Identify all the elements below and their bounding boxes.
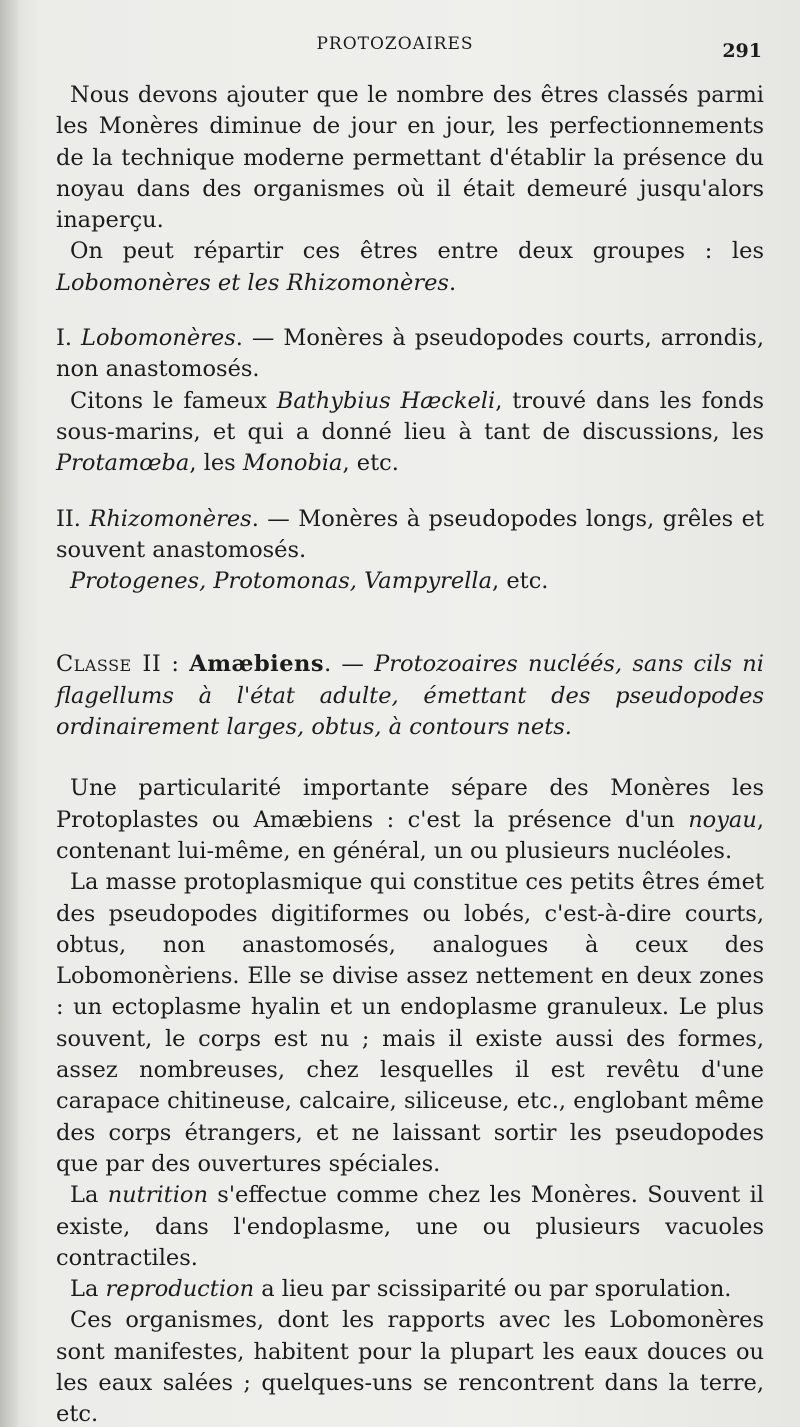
term-lobomoneres: Lobomonères xyxy=(56,269,211,296)
paragraph-nutrition xyxy=(56,1180,764,1274)
habitat-text: Ces organismes, dont les rapports avec les Lobomonères sont manifestes, habitent pour la plupart les eaux douces ou les eaux salées ; quelques-uns se rencontrent dans la terre, etc. xyxy=(56,1307,764,1427)
particularite-text-post: , contenant lui-même, en général, un ou plusieurs nucléoles. xyxy=(56,806,764,864)
paragraph-intro xyxy=(56,80,764,236)
nutrition-text-post: s'effectue comme chez les Monères. Souvent il existe, dans l'endoplasme, une ou plusieurs vacuoles contractiles. xyxy=(56,1182,764,1271)
particularite-text-pre: Une particularité importante sépare des Monères les Protoplastes ou Amæbiens : c'est la présence d'un xyxy=(56,775,764,833)
section-description: Monères à pseudopodes courts, arrondis, non anastomosés. xyxy=(56,325,764,383)
genus-protogenes: Protogenes xyxy=(70,568,200,595)
classe-heading xyxy=(56,649,764,743)
masse-text: La masse protoplasmique qui constitue ces petits êtres émet des pseudopodes digitiformes ou lobés, c'est-à-dire courts, obtus, non anastomosés, analogues à ceux des Lobomonèriens. Elle se divise assez nettement en deux zones : un ectoplasme hyalin et un endoplasme granuleux. Le plus souvent, le corps est nu ; mais il existe aussi des formes, assez nombreuses, chez lesquelles il est revêtu d'une carapace chitineuse, calcaire, siliceuse, etc., englobant même des corps étrangers, et ne laissant sortir les pseudopodes que par des ouvertures spéciales. xyxy=(56,869,764,1177)
genus-protomonas: Protomonas xyxy=(213,568,350,595)
section-title: Rhizomonères xyxy=(89,505,252,532)
running-title: PROTOZOAIRES xyxy=(316,34,474,54)
term-rhizomoneres: Rhizomonères xyxy=(286,269,449,296)
genus-monobia: Monobia xyxy=(242,450,343,477)
bathybius-text-post: , etc. xyxy=(342,450,399,477)
section-dash: . — xyxy=(235,325,284,352)
section-rhizomoneres xyxy=(56,504,764,567)
bathybius-text-mid2: , les xyxy=(189,450,243,477)
reproduction-text-post: a lieu par scissiparité ou par sporulation. xyxy=(254,1276,732,1303)
paragraph-particularite xyxy=(56,773,764,867)
genus-protamoeba: Protamœba xyxy=(56,450,190,477)
classe-name: Amæbiens xyxy=(189,651,325,678)
paragraph-habitat xyxy=(56,1305,764,1427)
reproduction-text-pre: La xyxy=(70,1276,106,1303)
section-lobomoneres xyxy=(56,323,764,386)
species-bathybius: Bathybius Hæckeli xyxy=(276,387,496,414)
genera-separator: , xyxy=(349,568,365,595)
paragraph-genera xyxy=(56,566,764,597)
page-body xyxy=(56,80,764,1427)
groups-text-pre: On peut répartir ces êtres entre deux groupes : les xyxy=(70,238,764,265)
genus-vampyrella: Vampyrella xyxy=(364,568,493,595)
bathybius-text-mid: , trouvé dans les fonds sous-marins, et qui a donné lieu à tant de discussions, les xyxy=(56,387,764,445)
section-dash: . — xyxy=(251,505,299,532)
term-nutrition: nutrition xyxy=(107,1182,208,1209)
section-description: Monères à pseudopodes longs, grêles et souvent anastomosés. xyxy=(56,505,764,563)
section-number: I. xyxy=(56,325,82,352)
section-number: II. xyxy=(56,505,90,532)
term-reproduction: reproduction xyxy=(105,1276,255,1303)
paragraph-intro-text: Nous devons ajouter que le nombre des êtres classés parmi les Monères diminue de jour en jour, les perfectionnements de la technique moderne permettant d'établir la présence du noyau dans des organismes où il était demeuré jusqu'alors inaperçu. xyxy=(56,82,764,234)
page-header xyxy=(0,34,800,64)
page-number: 291 xyxy=(722,40,762,62)
paragraph-groups xyxy=(56,236,764,299)
groups-text-mid: et les xyxy=(210,269,287,296)
section-title: Lobomonères xyxy=(81,325,236,352)
paragraph-reproduction xyxy=(56,1274,764,1305)
genera-separator: , xyxy=(199,568,214,595)
classe-colon: : xyxy=(161,651,190,678)
bathybius-text-pre: Citons le fameux xyxy=(70,387,277,414)
page-gutter-shadow xyxy=(0,0,18,1427)
paragraph-masse xyxy=(56,867,764,1180)
classe-label: Classe II xyxy=(56,651,162,678)
paragraph-bathybius xyxy=(56,386,764,480)
groups-text-post: . xyxy=(448,269,457,296)
classe-description: Protozoaires nucléés, sans cils ni flagellums à l'état adulte, émettant des pseudopodes ordinairement larges, obtus, à contours nets. xyxy=(56,651,764,741)
term-noyau: noyau xyxy=(688,806,757,833)
nutrition-text-pre: La xyxy=(70,1182,108,1209)
genera-post: , etc. xyxy=(492,568,549,595)
classe-dash: . — xyxy=(324,651,375,678)
